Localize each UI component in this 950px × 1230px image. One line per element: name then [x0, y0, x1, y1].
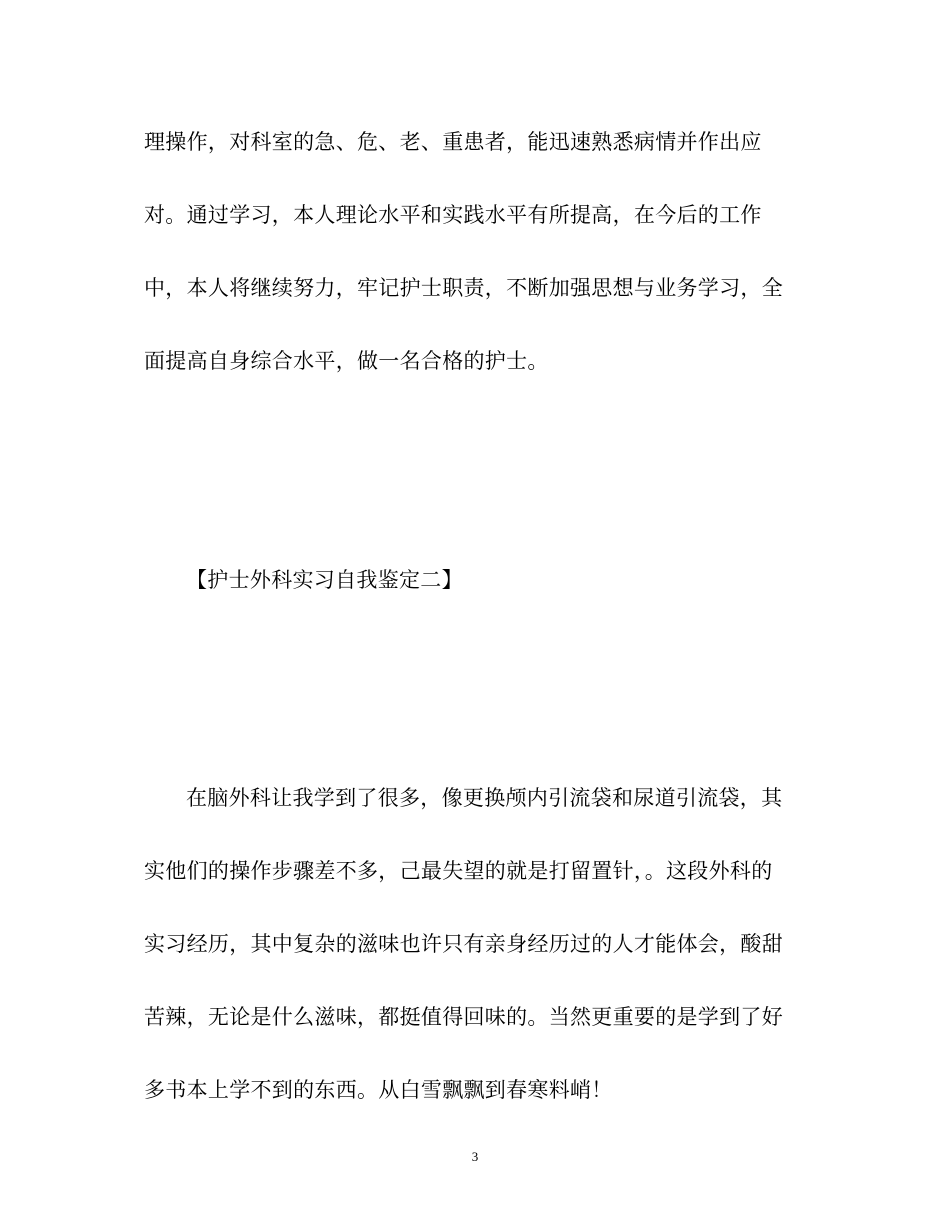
paragraph-line: 实习经历，其中复杂的滋味也许只有亲身经历过的人才能体会，酸甜: [144, 932, 783, 956]
paragraph-line: 多书本上学不到的东西。从白雪飘飘到春寒料峭！: [144, 1078, 613, 1102]
paragraph-line: 苦辣，无论是什么滋味，都挺值得回味的。当然更重要的是学到了好: [144, 1005, 783, 1029]
paragraph-line: 对。通过学习，本人理论水平和实践水平有所提高，在今后的工作: [144, 203, 762, 227]
paragraph-line: 中，本人将继续努力，牢记护士职责，不断加强思想与业务学习，全: [144, 276, 783, 300]
paragraph-line: 理操作，对科室的急、危、老、重患者，能迅速熟悉病情并作出应: [144, 130, 762, 154]
paragraph-line: 在脑外科让我学到了很多，像更换颅内引流袋和尿道引流袋，其: [186, 786, 783, 810]
page-number: 3: [471, 1149, 479, 1164]
section-heading: 【护士外科实习自我鉴定二】: [186, 568, 463, 592]
paragraph-line: 实他们的操作步骤差不多，己最失望的就是打留置针，。这段外科的: [144, 859, 773, 883]
paragraph-line: 面提高自身综合水平，做一名合格的护士。: [144, 349, 549, 373]
